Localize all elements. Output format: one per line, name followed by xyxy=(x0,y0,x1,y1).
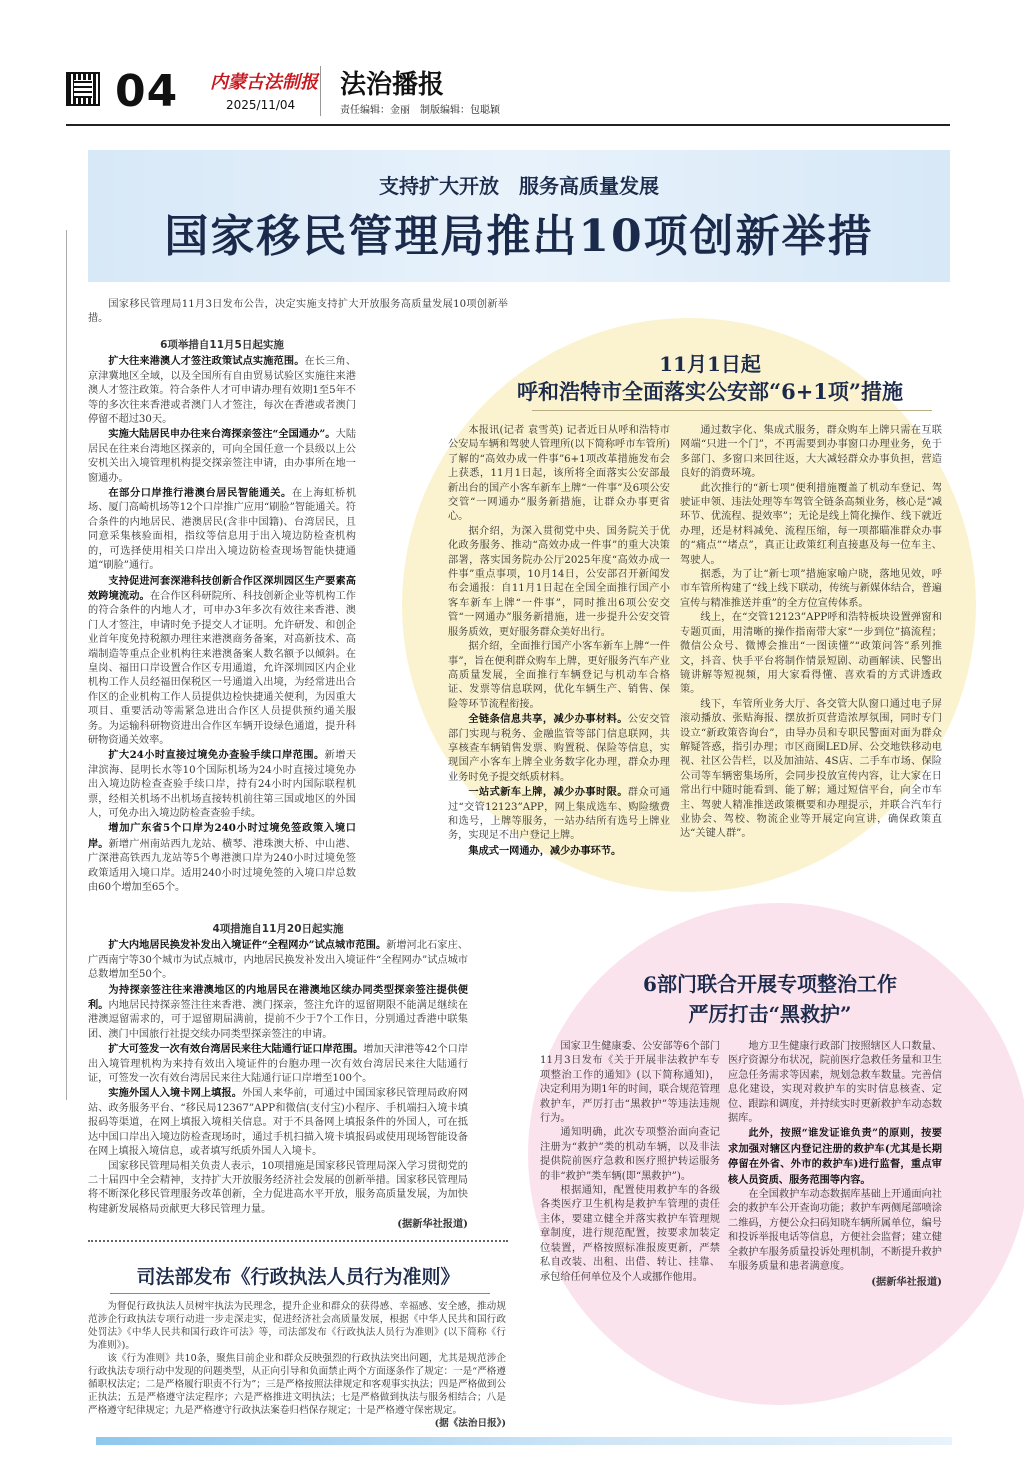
bottom-article-paragraph: 为督促行政执法人员树牢执法为民理念，提升企业和群众的获得感、幸福感、安全感，推动规范涉企行政执法专项行动进一步走深走实，促进经济社会高质量发展，根据《中华人民共和国行政处罚法》《中华人民共和国行政许可法》等，司法部发布《行政执法人员行为准则》(以下简称《行为准则》)。 xyxy=(88,1301,506,1351)
yellow-article-paragraph: 一站式新车上牌，减少办事时限。群众可通过“交管12123”APP，网上集成选车、购险缴费和选号，上牌等服务，一站办结所有选号上牌业务，实现足不出户登记上牌。 xyxy=(448,786,671,842)
qr-code-icon xyxy=(66,72,100,106)
main-article-paragraph: 扩大24小时直接过境免办查验手续口岸范围。新增天津滨海、昆明长水等10个国际机场为24小时直接过境免办出入境边防检查查验手续口岸，持有24小时内国际联程机票，经相关机场不出机场直接转机前往第三国或地区的外国人，可免办出入境边防检查查验手续。 xyxy=(88,749,357,819)
yellow-article-column-2 xyxy=(680,424,942,842)
page-number: 04 xyxy=(115,66,179,117)
yellow-article-paragraph: 此次推行的“新七项”便利措施覆盖了机动车登记、驾驶证申领、违法处理等车驾管全链条高频业务，核心是“减环节、优流程、提效率”；无论是线上简化操作、线下就近办理，还是材料减免、流程压缩，每一项都瞄准群众办事的“痛点”“堵点”，真正让政策红利直接惠及每一位车主、驾驶人。 xyxy=(680,482,942,566)
editor-credits: 责任编辑：金丽 制版编辑：包聪颖 xyxy=(340,105,500,116)
yellow-article-paragraph: 据介绍，为深入贯彻党中央、国务院关于优化政务服务、推动“高效办成一件事”的重大决策部署，落实国务院办公厅2025年度“高效办成一件事”重点事项，10月14日，公安部召开新闻发布会通报：自11月1日起在全国全面推行国产小客车新车上牌“一件事”，同时推出6项公安交管“一网通办”服务新措施，进一步提升公安交管服务质效，更好服务群众美好出行。 xyxy=(448,525,670,638)
pink-article-paragraph: 通知明确，此次专项整治面向查记注册为“救护”类的机动车辆，以及非法提供院前医疗急救和医疗照护转运服务的非“救护”类车辆(即“黑救护”)。 xyxy=(540,1127,720,1182)
main-article-subhead-1: 6项举措自11月5日起实施 xyxy=(160,339,284,351)
yellow-article-headline-1: 11月1日起 xyxy=(659,352,761,376)
yellow-article-paragraph: 通过数字化、集成式服务，群众购车上牌只需在互联网端“只进一个门”，不再需要到办事窗口办理业务，免于多部门、多窗口来回往返，大大减轻群众办事负担，营造良好的消费环境。 xyxy=(680,425,942,480)
main-article-column-lower xyxy=(88,918,468,1232)
bottom-article-body xyxy=(88,1300,506,1430)
pink-article-paragraph: 地方卫生健康行政部门按照辖区人口数量、医疗资源分布状况，院前医疗急救任务量和卫生应急任务需求等因素，规划急救车数量。完善信息化建设，实现对救护车的实时信息核查、定位、跟踪和调度，并持续实时更新救护车动态数据库。 xyxy=(728,1041,942,1125)
headline-banner xyxy=(88,150,950,282)
yellow-article-paragraph: 据悉，为了让“新七项”措施家喻户晓，落地见效，呼市车管所构建了“线上线下联动，传统与新媒体结合，普遍宣传与精准推送并重”的全方位宣传体系。 xyxy=(680,569,942,609)
main-article-lead-block xyxy=(88,298,508,327)
main-article-paragraph: 国家移民管理局相关负责人表示，10项措施是国家移民管理局深入学习贯彻党的二十届四中全会精神，支持扩大开放服务经济社会发展的创新举措。国家移民管理局将不断深化移民管理服务改革创新，全力促进高水平开放，服务高质量发展，为加快构建新发展格局贡献更大移民管理力量。 xyxy=(88,1160,468,1215)
bottom-article-source: (据《法治日报》) xyxy=(434,1418,506,1429)
section-title: 法治播报 xyxy=(340,70,445,100)
yellow-article-paragraph: 全链条信息共享，减少办事材料。公安交管部门实现与税务、金融监管等部门信息联网，共享核查车辆销售发票、购置税、保险等信息，实现国产小客车上牌全业务数字化办理，群众办理业务时免予提交纸质材料。 xyxy=(448,713,671,783)
yellow-article-column-1 xyxy=(448,424,670,859)
pink-article-paragraph: 国家卫生健康委、公安部等6个部门11月3日发布《关于开展非法救护车专项整治工作的通知》(以下简称通知)，决定利用为期1年的时间，联合规范管理救护车，严厉打击“黑救护”等违法违规行为。 xyxy=(540,1041,720,1125)
yellow-article-rule xyxy=(532,410,932,411)
yellow-article-paragraph: 据介绍，全面推行国产小客车新车上牌“一件事”，旨在便利群众购车上牌，更好服务汽车产业高质量发展，全面推行车辆登记与机动车合格证、发票等信息联网，优化车辆生产、销售、保险等环节流程衔接。 xyxy=(448,641,670,710)
footer-color-bar xyxy=(96,1437,952,1445)
pink-article-paragraph: 在全国救护车动态数据库基础上开通面向社会的救护车公开查询功能；救护车两侧尾部喷涂二维码，方便公众扫码知晓车辆所属单位，编号和投诉举报电话等信息，方便社会监督；建立健全救护车服务质量投诉处理机制，不断提升救护车服务质量和患者满意度。 xyxy=(728,1189,942,1273)
main-article-paragraph: 增加广东省5个口岸为240小时过境免签政策入境口岸。新增广州南站西九龙站、横琴、港珠澳大桥、中山港、广深港高铁西九龙站等5个粤港澳口岸为240小时过境免签政策适用入境口岸。适用240小时过境免签的入境口岸总数由60个增加至65个。 xyxy=(88,822,356,894)
masthead-divider xyxy=(320,66,321,116)
headline-kicker: 支持扩大开放 服务高质量发展 xyxy=(379,174,659,198)
pink-article-headline-2: 严厉打击“黑救护” xyxy=(688,1002,852,1026)
main-article-lead: 国家移民管理局11月3日发布公告，决定实施支持扩大开放服务高质量发展10项创新举措。 xyxy=(88,299,508,325)
header-rule xyxy=(66,124,950,126)
main-article-source: (据新华社报道) xyxy=(397,1218,468,1231)
issue-date: 2025/11/04 xyxy=(226,98,296,112)
main-article-paragraph: 支持促进河套深港科技创新合作区深圳园区生产要素高效跨境流动。在合作区科研院所、科技创新企业等机构工作的符合条件的内地人才，可申办3年多次有效往来香港、澳门人才签注，申请时免予提交人才证明。允许研发、和创企业首年度免持税额办理往来港澳商务备案，对高新技术、高端制造等重点企业机构往来港澳备案人数名额予以倾斜。在皇岗、福田口岸设置合作区专用通道，允许深圳园区内企业机构工作人员经福田保税区一号通道入出境，为经常进出合作区的企业机构工作人员提供边检快捷通关便利，为因重大项目、重要活动等需紧急进出合作区人员提供预约通关服务。为运输科研物资进出合作区车辆开设绿色通道，提升科研物资通关效率。 xyxy=(88,574,356,746)
yellow-article-lead: 本报讯(记者 袁雪英) 记者近日从呼和浩特市公安局车辆和驾驶人管理所(以下简称呼市车管所)了解的“高效办成一件事”6+1项改革措施发布会上获悉，11月1日起，该所将全面落实公安部最新出台的国产小客车新车上牌“一件事”及6项公安交管“一网通办”服务新措施，让群众办事更省心。 xyxy=(448,425,670,523)
pink-article-paragraph: 根据通知，配置使用救护车的各级各类医疗卫生机构是救护车管理的责任主体，要建立健全并落实救护车管理规章制度，进行规范配置，按要求加装定位装置，严格按照标准报废更新，严禁私自改装、出租、出借、转让、挂靠、承包给任何单位及个人或挪作他用。 xyxy=(540,1185,720,1283)
pink-article-column-2 xyxy=(728,1040,942,1289)
main-article-paragraph: 扩大往来港澳人才签注政策试点实施范围。在长三角、京津冀地区全域，以及全国所有自由贸易试验区实施往来港澳人才签注政策。符合条件人才可申请办理有效期1至5年不等的多次往来香港或者澳门人才签注，每次在香港或者澳门停留不超过30天。 xyxy=(88,355,357,426)
main-article-paragraph: 扩大内地居民换发补发出入境证件“全程网办”试点城市范围。新增河北石家庄、广西南宁等30个城市为试点城市，内地居民换发补发出入境证件“全程网办”试点城市总数增加至50个。 xyxy=(88,939,469,981)
yellow-article-paragraph: 集成式一网通办，减少办事环节。 xyxy=(468,844,622,857)
bottom-article-headline: 司法部发布《行政执法人员行为准则》 xyxy=(136,1266,460,1288)
margin-rule xyxy=(66,230,75,1100)
main-article-paragraph: 扩大可签发一次有效台湾居民来往大陆通行证口岸范围。增加天津港等42个口岸出入境管理机构为来持有效出入境证件的台胞办理一次有效台湾居民来往大陆通行证，可签发一次有效台湾居民来往大陆通行证口岸增至100个。 xyxy=(88,1043,469,1085)
main-article-paragraph: 实施大陆居民申办往来台湾探亲签注“全国通办”。大陆居民在往来台湾地区探亲的，可向全国任意一个县级以上公安机关出入境管理机构提交探亲签注申请，由办事所在地一窗通办。 xyxy=(88,428,357,484)
main-article-subhead-2: 4项措施自11月20日起实施 xyxy=(212,923,344,935)
pink-article-headline-1: 6部门联合开展专项整治工作 xyxy=(643,972,897,996)
main-article-paragraph: 在部分口岸推行港澳台居民智能通关。在上海虹桥机场、厦门高崎机场等12个口岸推广应用“刷脸”智能通关。符合条件的内地居民、港澳居民(含非中国籍)、台湾居民，且同意采集核验面相，指纹等信息用于出入境边防检查机构的，可选择使用相关口岸出入境边防检查现场智能快捷通道“刷脸”通行。 xyxy=(88,487,357,572)
yellow-article-headline-2: 呼和浩特市全面落实公安部“6+1项”措施 xyxy=(517,379,903,404)
bottom-article-rule xyxy=(110,1293,490,1294)
main-article-paragraph: 实施外国人入境卡网上填报。外国人来华前，可通过中国国家移民管理局政府网站、政务服务平台、“移民局12367”APP和微信(支付宝)小程序、手机端扫入境卡填报码等渠道，在网上填报入境相关信息。对于不具备网上填报条件的外国人，可在抵达中国口岸出入境边防检查现场时，通过手机扫描入境卡填报码或使用现场智能设备在网上填报入境信息，或者填写纸质外国人入境卡。 xyxy=(88,1087,469,1158)
main-article-paragraph: 为持探亲签注往来港澳地区的内地居民在港澳地区续办同类型探亲签注提供便利。内地居民持探亲签注往来香港、澳门探亲，签注允许的逗留期限不能满足继续在港澳逗留需求的，可于逗留期届满前，提前不少于7个工作日，分别通过香港中联集团、澳门中国旅行社提交续办同类型探亲签注的申请。 xyxy=(88,983,468,1040)
headline-title: 国家移民管理局推出10项创新举措 xyxy=(164,211,874,262)
pink-article-column-1 xyxy=(540,1040,720,1285)
main-article-column xyxy=(88,334,356,895)
pink-article-paragraph: 此外，按照“谁发证谁负责”的原则，按要求加强对辖区内登记注册的救护车(尤其是长期停留在外省、外市的救护车)进行监督，重点审核人员资质、服务范围等内容。 xyxy=(728,1127,942,1186)
pink-article-source: (据新华社报道) xyxy=(871,1275,942,1288)
newspaper-logo: 内蒙古法制报 xyxy=(210,72,318,93)
yellow-article-paragraph: 线上，在“交管12123”APP呼和浩特板块设置弹窗和专题页面，用清晰的操作指南带大家“一步到位”搞流程；微信公众号、微博会推出“一图读懂”“政策问答”系列推文，抖音、快手平台将制作情景短剧、动画解读、民警出镜讲解等短视频，用大家看得懂、喜欢看的方式讲透政策。 xyxy=(680,612,942,696)
yellow-article-paragraph: 线下，车管所业务大厅、各交管大队窗口通过电子屏滚动播放、张贴海报、摆放折页营造浓厚氛围，同时专门设立“新政策咨询台”，由导办员和专职民警面对面为群众解疑答惑，指引办理；市区商圈LED屏、公交地铁移动电视、社区公告栏，以及加油站、4S店、二手车市场、保险公司等车辆密集场所，会同步投放宣传内容，让大家在日常出行中随时能看到、能了解；通过短信平台，向全市车主、驾驶人精准推送政策概要和办理提示，并联合汽车行业协会、驾校、物流企业等开展定向宣讲，确保政策直达“关键人群”。 xyxy=(680,698,942,840)
bottom-article-paragraph: 该《行为准则》共10条，聚焦目前企业和群众反映强烈的行政执法突出问题，尤其是规范涉企行政执法专项行动中发现的问题类型，从正向引导和负面禁止两个方面逐条作了规定：一是“严格遵循职权法定；二是严格履行职责不行为”；三是严格按照法律规定和客观事实执法；四是严格做到公正执法；五是严格遵守法定程序；六是严格推进文明执法；七是严格做到执法与服务相结合；八是严格遵守纪律规定；九是严格遵守行政执法案卷归档保存规定；十是严格遵守保密规定。 xyxy=(88,1353,506,1416)
bottom-article-dotted-rule xyxy=(88,1240,508,1242)
